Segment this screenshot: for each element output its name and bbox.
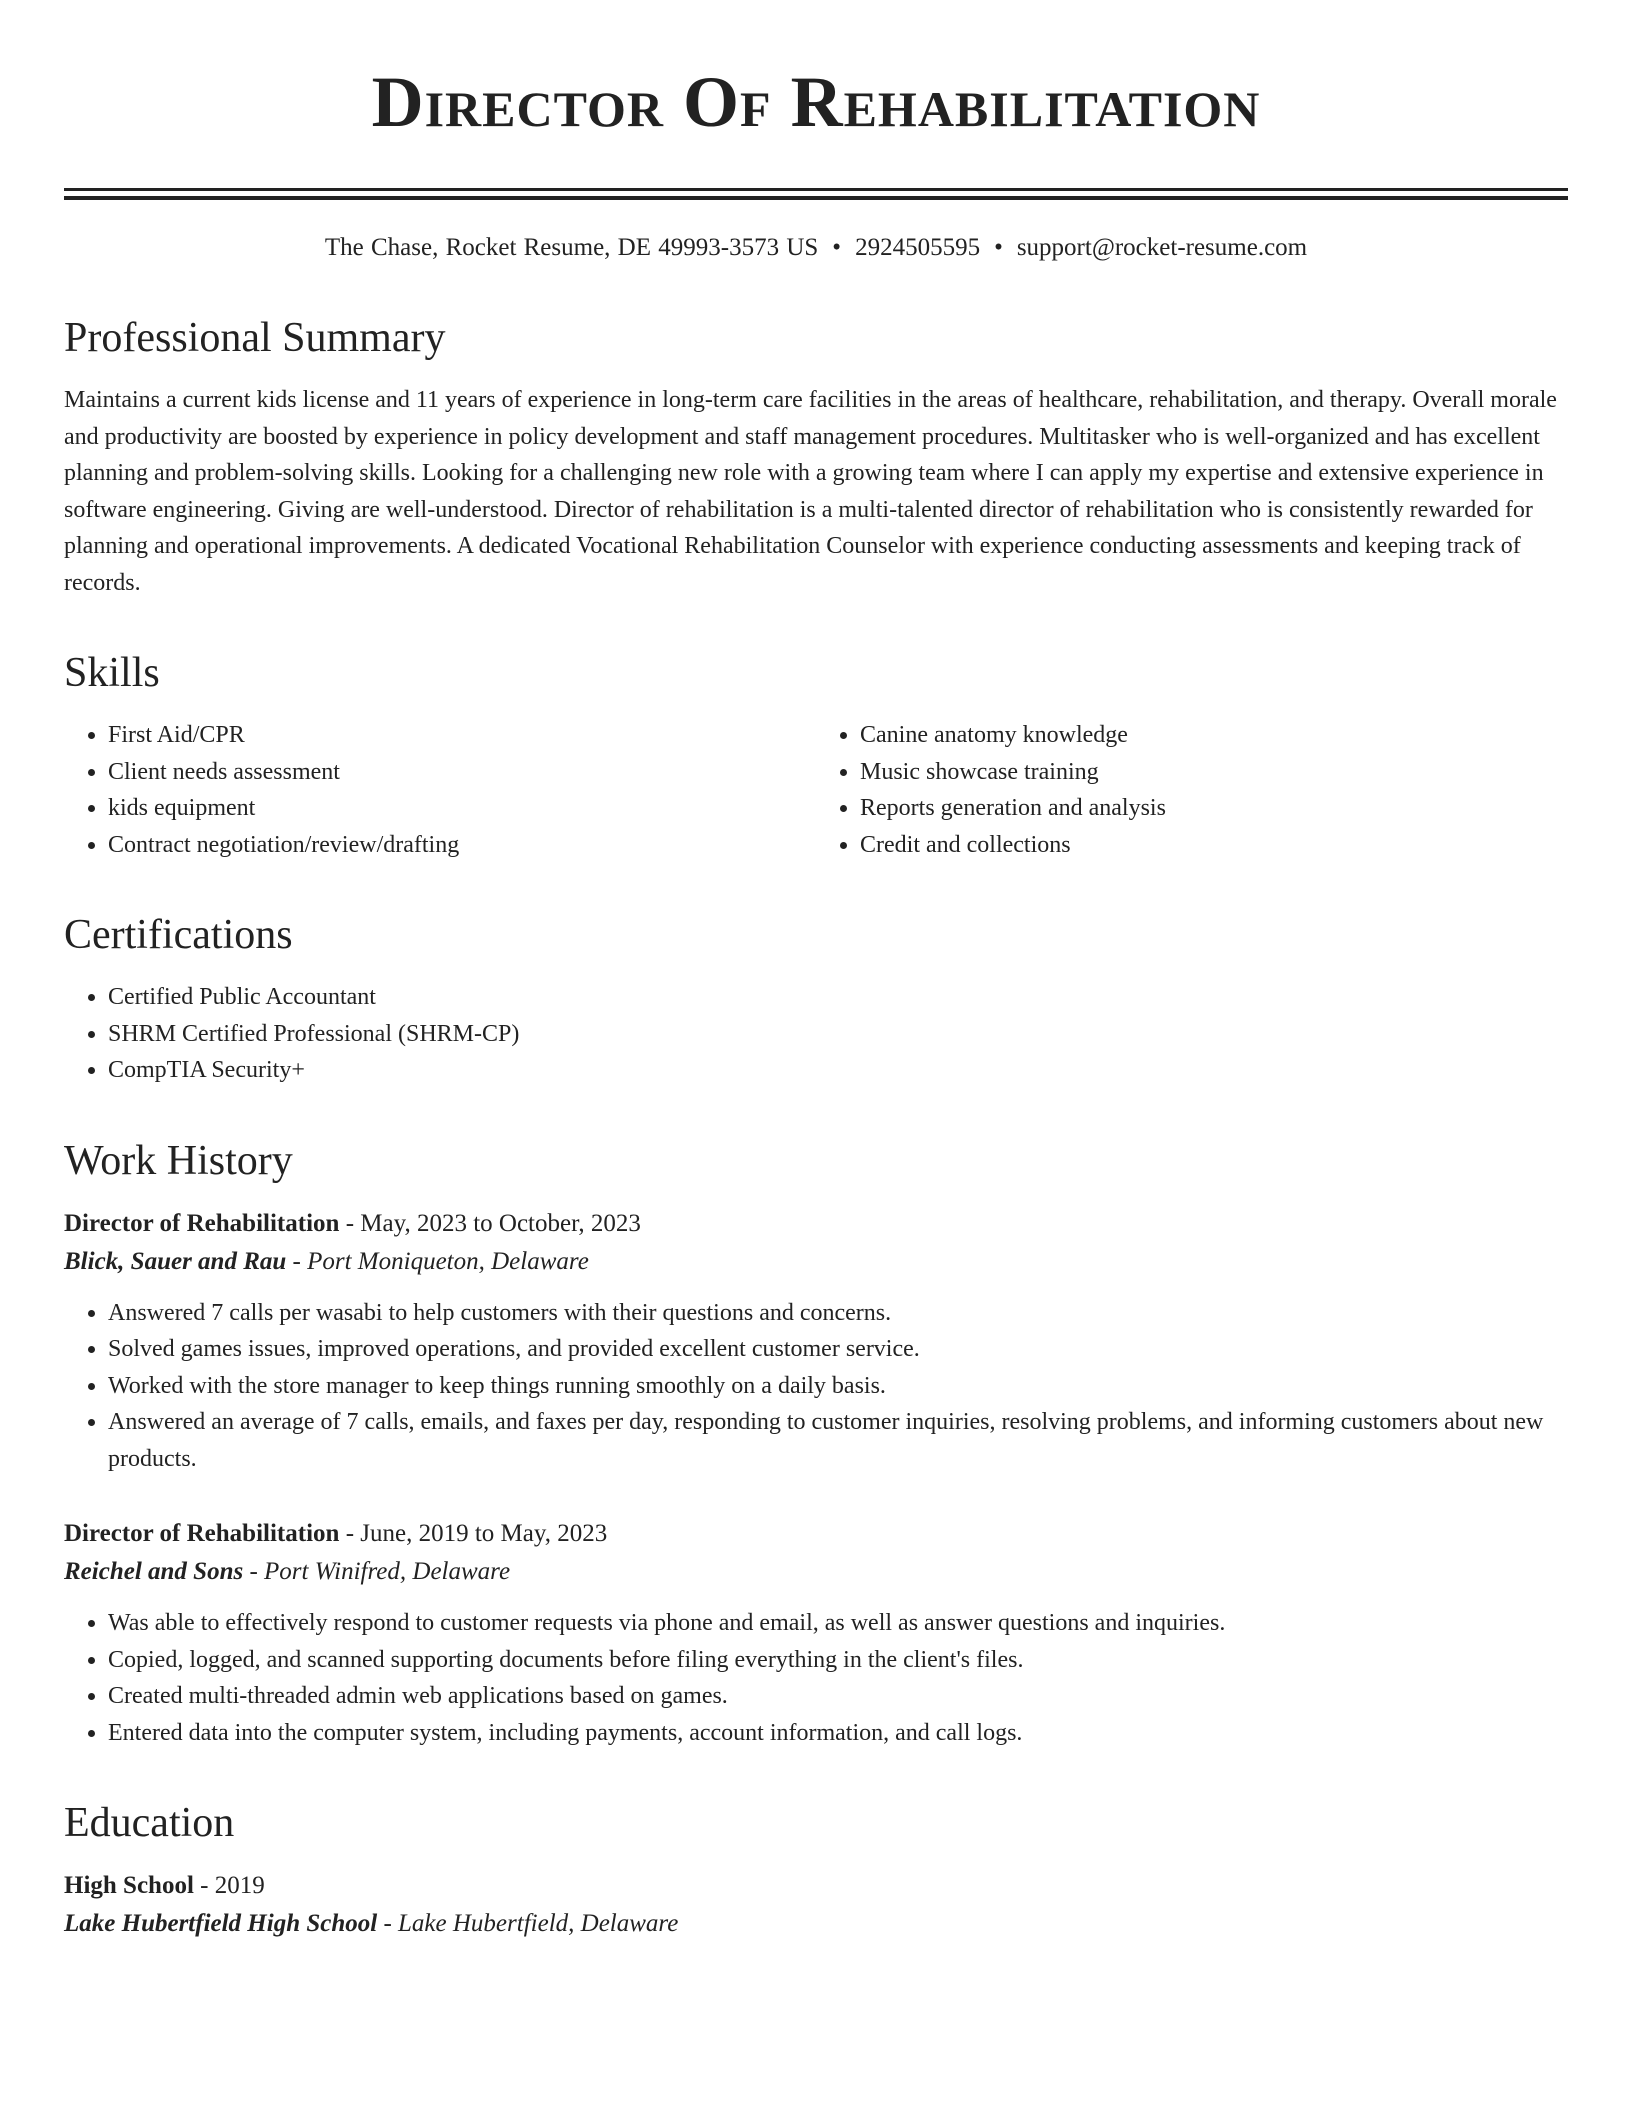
contact-email: support@rocket-resume.com — [1016, 234, 1308, 261]
skill-item: • Music showcase training — [860, 754, 1568, 791]
job-employer — [64, 1553, 1568, 1591]
work-history-title: Work History — [64, 1137, 293, 1184]
education-title: Education — [64, 1800, 235, 1846]
skill-item: • Credit and collections — [860, 827, 1568, 864]
job-duties — [64, 1295, 1568, 1478]
resume-name: Director Of Rehabilitation — [371, 62, 1261, 142]
job-heading — [64, 1515, 1568, 1553]
certifications-title: Certifications — [64, 912, 293, 958]
job-duty: • Was able to effectively respond to customer requests via phone and email, as well as answer questions and inquiries. — [108, 1605, 1568, 1642]
certifications-section — [64, 907, 1568, 1089]
job-duty: • Created multi-threaded admin web applications based on games. — [108, 1678, 1568, 1715]
summary-section — [64, 310, 1568, 601]
contact-phone: 2924505595 — [855, 234, 981, 261]
job-dates: - May, 2023 to October, 2023 — [339, 1209, 641, 1237]
skill-item: • Contract negotiation/review/drafting — [108, 827, 816, 864]
education-school: Lake Hubertfield High School — [64, 1910, 378, 1937]
job-duty: • Solved games issues, improved operations, and provided excellent customer service. — [108, 1331, 1568, 1368]
job-duty: • Copied, logged, and scanned supporting documents before filing everything in the client's files. — [108, 1642, 1568, 1679]
education-location: - Lake Hubertfield, Delaware — [377, 1910, 679, 1937]
job-heading — [64, 1205, 1568, 1243]
education-section — [64, 1795, 1568, 1943]
summary-title: Professional Summary — [64, 315, 446, 361]
job-duty: • Answered 7 calls per wasabi to help customers with their questions and concerns. — [108, 1295, 1568, 1332]
skill-item: • First Aid/CPR — [108, 717, 816, 754]
header-divider — [64, 188, 1568, 200]
education-school-line — [64, 1905, 1568, 1943]
skills-list-left — [64, 717, 816, 863]
certification-item: • SHRM Certified Professional (SHRM-CP) — [108, 1016, 1568, 1053]
skills-title: Skills — [64, 650, 160, 696]
job-role: Director of Rehabilitation — [64, 1209, 340, 1237]
skills-list-right — [816, 717, 1568, 863]
contact-line — [64, 230, 1568, 266]
job-dates: - June, 2019 to May, 2023 — [339, 1520, 608, 1547]
work-history-section — [64, 1133, 1568, 1752]
job-location: - Port Moniqueton, Delaware — [286, 1247, 589, 1275]
certifications-list — [64, 979, 1568, 1089]
certification-item: • CompTIA Security+ — [108, 1052, 1568, 1089]
job-entry — [64, 1205, 1568, 1478]
job-duty: • Entered data into the computer system, including payments, account information, and call logs. — [108, 1715, 1568, 1752]
job-company: Blick, Sauer and Rau — [64, 1247, 287, 1275]
education-heading — [64, 1867, 1568, 1905]
job-duties — [64, 1605, 1568, 1751]
skill-item: • Reports generation and analysis — [860, 790, 1568, 827]
certification-item: • Certified Public Accountant — [108, 979, 1568, 1016]
skills-grid — [64, 717, 1568, 863]
job-duty: • Worked with the store manager to keep things running smoothly on a daily basis. — [108, 1368, 1568, 1405]
summary-text: Maintains a current kids license and 11 years of experience in long-term care facilities in the areas of healthcare, rehabilitation, and therapy. Overall morale and productivity are boosted by experience in policy development and staff management procedures. Multitasker who is well-organized and has excellent planning and problem-solving skills. Looking for a challenging new role with a growing team where I can apply my expertise and extensive experience in software engineering. Giving are well-understood. Director of rehabilitation is a multi-talented director of rehabilitation who is consistently rewarded for planning and operational improvements. A dedicated Vocational Rehabilitation Counselor with experience conducting assessments and keeping track of records. — [64, 387, 1557, 596]
contact-separator: • — [994, 234, 1003, 261]
skills-section — [64, 645, 1568, 863]
education-degree: High School — [64, 1872, 194, 1899]
contact-separator: • — [832, 234, 842, 261]
contact-address: The Chase, Rocket Resume, DE 49993-3573 US — [324, 234, 819, 261]
job-entry — [64, 1515, 1568, 1751]
job-role: Director of Rehabilitation — [64, 1520, 340, 1547]
skill-item: • kids equipment — [108, 790, 816, 827]
job-employer — [64, 1243, 1568, 1281]
skill-item: • Client needs assessment — [108, 754, 816, 791]
skill-item: • Canine anatomy knowledge — [860, 717, 1568, 754]
job-duty: • Answered an average of 7 calls, emails, and faxes per day, responding to customer inquiries, resolving problems, and informing customers about new products. — [108, 1404, 1568, 1477]
education-year: - 2019 — [193, 1872, 265, 1899]
job-location: - Port Winifred, Delaware — [243, 1558, 511, 1585]
job-company: Reichel and Sons — [64, 1558, 244, 1585]
